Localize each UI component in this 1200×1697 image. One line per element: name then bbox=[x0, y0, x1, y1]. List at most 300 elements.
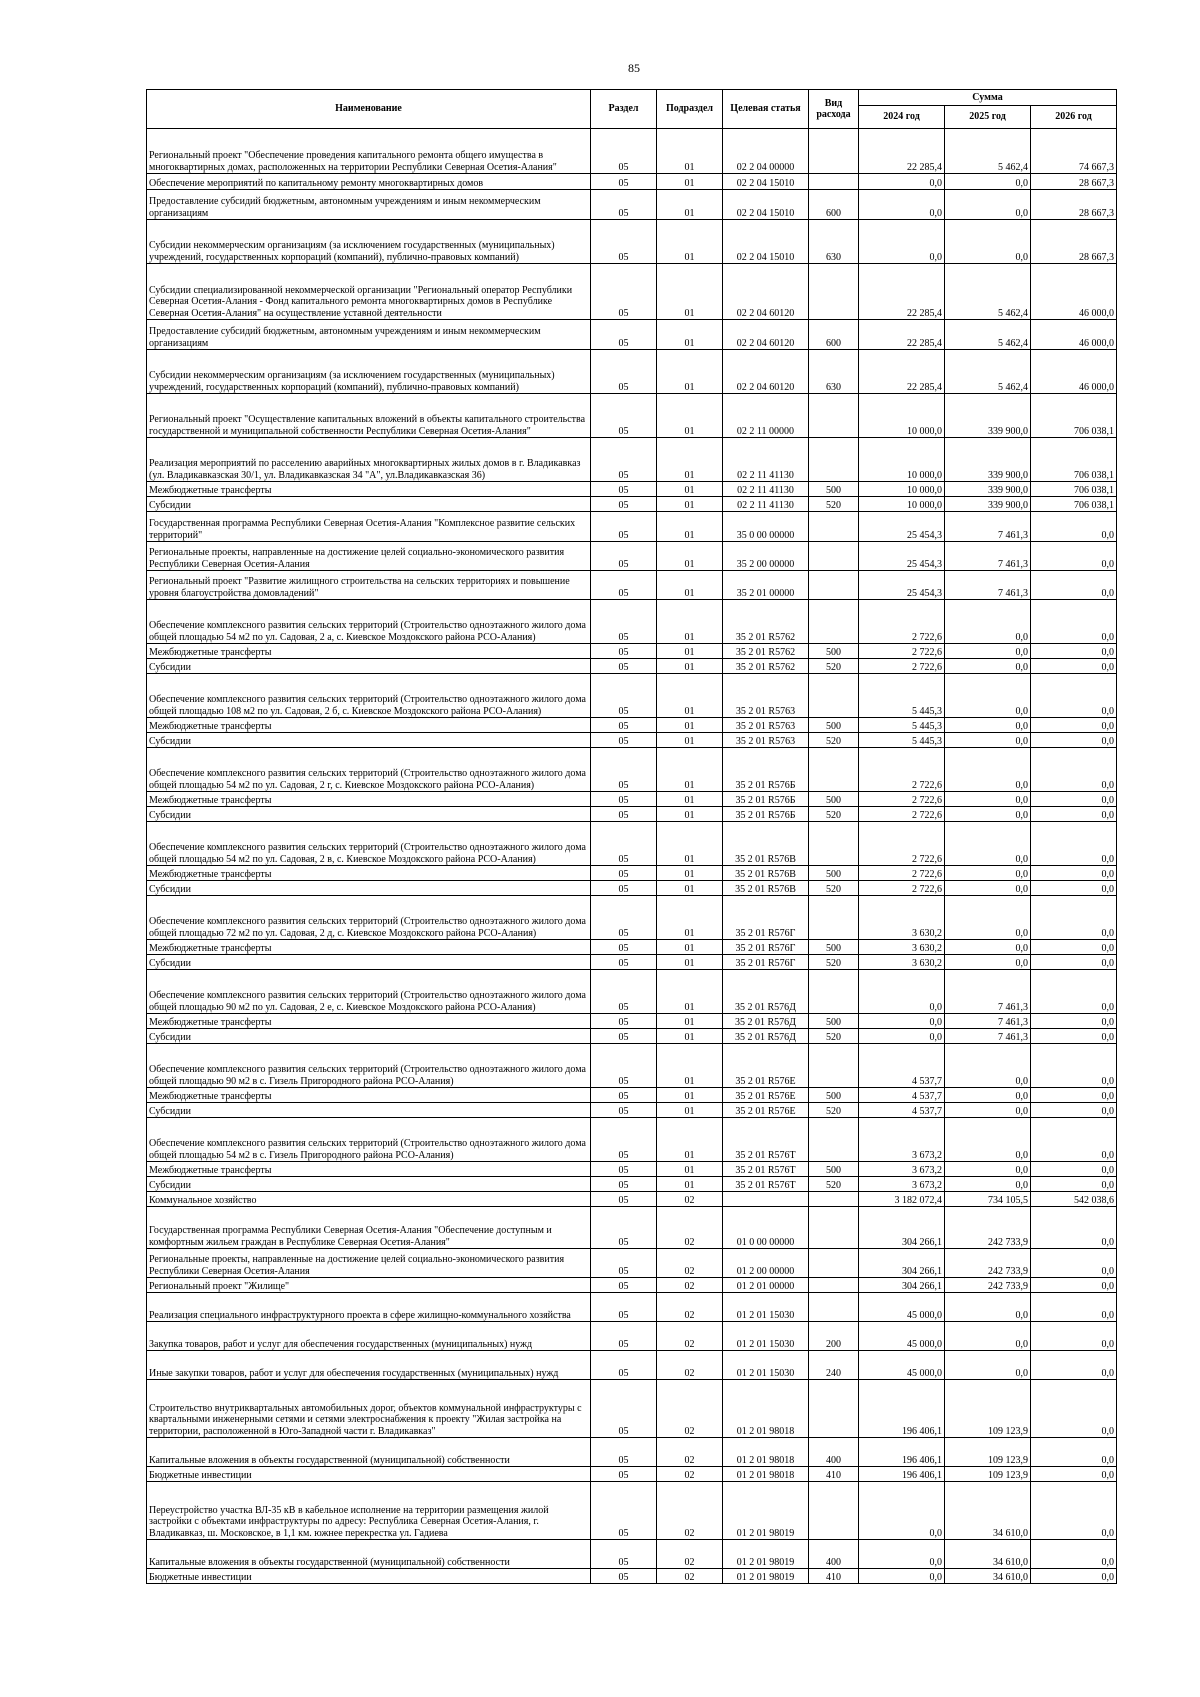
table-row bbox=[147, 264, 1117, 320]
row-name: Обеспечение комплексного развития сельских территорий (Строительство одноэтажного жилого дома общей площадью 54 м2 по ул. Садовая, 2 г, с. Киевское Моздокского района РСО-Алания) bbox=[147, 748, 591, 792]
table-row bbox=[147, 659, 1117, 674]
row-sum-2026: 0,0 bbox=[1031, 1278, 1117, 1293]
row-sum-2026: 0,0 bbox=[1031, 644, 1117, 659]
row-name: Обеспечение комплексного развития сельских территорий (Строительство одноэтажного жилого дома общей площадью 108 м2 по ул. Садовая, 2 б, с. Киевское Моздокского района РСО-Алания) bbox=[147, 674, 591, 718]
row-sum-2026: 0,0 bbox=[1031, 1351, 1117, 1380]
row-sum-2025: 0,0 bbox=[945, 1177, 1031, 1192]
row-sum-2024: 0,0 bbox=[859, 174, 945, 190]
row-expense-type: 500 bbox=[809, 1088, 859, 1103]
row-subsection: 01 bbox=[657, 571, 723, 600]
table-row bbox=[147, 1322, 1117, 1351]
row-sum-2025: 339 900,0 bbox=[945, 497, 1031, 512]
row-section: 05 bbox=[591, 320, 657, 350]
row-sum-2026: 0,0 bbox=[1031, 955, 1117, 970]
row-expense-type: 500 bbox=[809, 482, 859, 497]
row-sum-2025: 734 105,5 bbox=[945, 1192, 1031, 1207]
row-target-article: 35 2 01 R576Т bbox=[723, 1177, 809, 1192]
row-sum-2026: 46 000,0 bbox=[1031, 320, 1117, 350]
table-row bbox=[147, 571, 1117, 600]
row-subsection: 01 bbox=[657, 881, 723, 896]
row-name: Обеспечение мероприятий по капитальному ремонту многоквартирных домов bbox=[147, 174, 591, 190]
row-sum-2025: 0,0 bbox=[945, 174, 1031, 190]
row-subsection: 01 bbox=[657, 807, 723, 822]
row-sum-2025: 0,0 bbox=[945, 896, 1031, 940]
row-expense-type bbox=[809, 1380, 859, 1438]
row-expense-type bbox=[809, 1207, 859, 1249]
row-name: Субсидии bbox=[147, 659, 591, 674]
row-subsection: 01 bbox=[657, 955, 723, 970]
row-section: 05 bbox=[591, 1088, 657, 1103]
row-sum-2024: 10 000,0 bbox=[859, 482, 945, 497]
row-name: Реализация специального инфраструктурного проекта в сфере жилищно-коммунального хозяйства bbox=[147, 1293, 591, 1322]
row-sum-2025: 242 733,9 bbox=[945, 1278, 1031, 1293]
row-target-article: 01 0 00 00000 bbox=[723, 1207, 809, 1249]
row-name: Предоставление субсидий бюджетным, автономным учреждениям и иным некоммерческим организациям bbox=[147, 320, 591, 350]
row-sum-2026: 0,0 bbox=[1031, 1177, 1117, 1192]
row-section: 05 bbox=[591, 1014, 657, 1029]
header-2025: 2025 год bbox=[945, 106, 1031, 129]
table-row bbox=[147, 674, 1117, 718]
row-sum-2026: 0,0 bbox=[1031, 674, 1117, 718]
row-sum-2024: 3 182 072,4 bbox=[859, 1192, 945, 1207]
header-section: Раздел bbox=[591, 90, 657, 129]
table-row bbox=[147, 600, 1117, 644]
row-sum-2025: 5 462,4 bbox=[945, 350, 1031, 394]
table-row bbox=[147, 1088, 1117, 1103]
row-section: 05 bbox=[591, 940, 657, 955]
row-sum-2026: 0,0 bbox=[1031, 512, 1117, 542]
row-expense-type bbox=[809, 970, 859, 1014]
row-section: 05 bbox=[591, 129, 657, 174]
row-section: 05 bbox=[591, 394, 657, 438]
row-name: Строительство внутриквартальных автомобильных дорог, объектов коммунальной инфраструктуры с квартальными инженерными сетями и сетями электроснабжения к проекту "Жилая застройка на территории, расположенной в Юго-Западной части г. Владикавказ" bbox=[147, 1380, 591, 1438]
row-name: Обеспечение комплексного развития сельских территорий (Строительство одноэтажного жилого дома общей площадью 54 м2 по ул. Садовая, 2 а, с. Киевское Моздокского района РСО-Алания) bbox=[147, 600, 591, 644]
row-sum-2025: 0,0 bbox=[945, 881, 1031, 896]
row-expense-type bbox=[809, 1192, 859, 1207]
row-section: 05 bbox=[591, 970, 657, 1014]
row-expense-type: 500 bbox=[809, 1162, 859, 1177]
row-expense-type bbox=[809, 674, 859, 718]
row-section: 05 bbox=[591, 659, 657, 674]
table-row bbox=[147, 1162, 1117, 1177]
row-subsection: 01 bbox=[657, 1177, 723, 1192]
row-section: 05 bbox=[591, 644, 657, 659]
header-2026: 2026 год bbox=[1031, 106, 1117, 129]
row-expense-type: 520 bbox=[809, 807, 859, 822]
row-name: Бюджетные инвестиции bbox=[147, 1467, 591, 1482]
row-name: Межбюджетные трансферты bbox=[147, 1014, 591, 1029]
table-row bbox=[147, 1192, 1117, 1207]
row-sum-2025: 7 461,3 bbox=[945, 571, 1031, 600]
table-row bbox=[147, 512, 1117, 542]
row-target-article: 02 2 04 60120 bbox=[723, 350, 809, 394]
row-subsection: 01 bbox=[657, 1162, 723, 1177]
row-target-article: 35 2 01 R576Г bbox=[723, 955, 809, 970]
row-name: Региональный проект "Жилище" bbox=[147, 1278, 591, 1293]
row-subsection: 01 bbox=[657, 129, 723, 174]
table-row bbox=[147, 394, 1117, 438]
header-2024: 2024 год bbox=[859, 106, 945, 129]
row-sum-2026: 0,0 bbox=[1031, 659, 1117, 674]
row-name: Региональные проекты, направленные на достижение целей социально-экономического развития Республики Северная Осетия-Алания bbox=[147, 1249, 591, 1278]
row-sum-2025: 109 123,9 bbox=[945, 1438, 1031, 1467]
row-sum-2024: 0,0 bbox=[859, 190, 945, 220]
row-sum-2026: 0,0 bbox=[1031, 807, 1117, 822]
row-target-article: 35 2 01 R5762 bbox=[723, 600, 809, 644]
row-section: 05 bbox=[591, 822, 657, 866]
row-expense-type: 500 bbox=[809, 940, 859, 955]
row-sum-2024: 22 285,4 bbox=[859, 129, 945, 174]
table-row bbox=[147, 1118, 1117, 1162]
row-target-article: 35 2 01 R576Е bbox=[723, 1044, 809, 1088]
row-target-article: 01 2 01 98018 bbox=[723, 1467, 809, 1482]
row-sum-2024: 22 285,4 bbox=[859, 264, 945, 320]
row-expense-type: 600 bbox=[809, 190, 859, 220]
table-row bbox=[147, 940, 1117, 955]
row-sum-2026: 0,0 bbox=[1031, 1014, 1117, 1029]
row-section: 05 bbox=[591, 1177, 657, 1192]
row-target-article: 02 2 04 60120 bbox=[723, 320, 809, 350]
row-sum-2026: 0,0 bbox=[1031, 733, 1117, 748]
row-sum-2025: 34 610,0 bbox=[945, 1482, 1031, 1540]
table-row bbox=[147, 896, 1117, 940]
row-sum-2025: 0,0 bbox=[945, 1293, 1031, 1322]
row-name: Государственная программа Республики Северная Осетия-Алания "Обеспечение доступным и комфортным жильем граждан в Республике Северная Осетия-Алания" bbox=[147, 1207, 591, 1249]
row-target-article: 35 2 01 R5762 bbox=[723, 644, 809, 659]
row-sum-2024: 196 406,1 bbox=[859, 1438, 945, 1467]
row-subsection: 01 bbox=[657, 600, 723, 644]
row-sum-2026: 0,0 bbox=[1031, 1380, 1117, 1438]
row-expense-type: 410 bbox=[809, 1569, 859, 1584]
row-subsection: 01 bbox=[657, 320, 723, 350]
table-row bbox=[147, 1029, 1117, 1044]
row-subsection: 01 bbox=[657, 718, 723, 733]
row-name: Региональный проект "Обеспечение проведения капитального ремонта общего имущества в многоквартирных домах, расположенных на территории Республики Северная Осетия-Алания" bbox=[147, 129, 591, 174]
row-target-article: 35 2 01 R576В bbox=[723, 822, 809, 866]
row-sum-2025: 0,0 bbox=[945, 807, 1031, 822]
row-expense-type bbox=[809, 542, 859, 571]
row-subsection: 01 bbox=[657, 394, 723, 438]
row-expense-type: 500 bbox=[809, 1014, 859, 1029]
row-target-article: 02 2 11 41130 bbox=[723, 482, 809, 497]
row-expense-type: 410 bbox=[809, 1467, 859, 1482]
row-sum-2024: 0,0 bbox=[859, 1569, 945, 1584]
row-expense-type: 200 bbox=[809, 1322, 859, 1351]
row-expense-type: 500 bbox=[809, 644, 859, 659]
row-sum-2026: 0,0 bbox=[1031, 896, 1117, 940]
row-target-article: 01 2 01 98019 bbox=[723, 1540, 809, 1569]
row-expense-type bbox=[809, 1482, 859, 1540]
header-expense-type: Вид расхода bbox=[809, 90, 859, 129]
row-sum-2024: 2 722,6 bbox=[859, 822, 945, 866]
row-subsection: 01 bbox=[657, 822, 723, 866]
row-section: 05 bbox=[591, 1569, 657, 1584]
row-sum-2024: 2 722,6 bbox=[859, 792, 945, 807]
row-section: 05 bbox=[591, 512, 657, 542]
row-name: Переустройство участка ВЛ-35 кВ в кабельное исполнение на территории размещения жилой застройки с объектами инфраструктуры по адресу: Республика Северная Осетия-Алания, г. Владикавказ, ш. Московское, в 1,1 км. южнее перекрестка ул. Гадиева bbox=[147, 1482, 591, 1540]
row-sum-2025: 5 462,4 bbox=[945, 129, 1031, 174]
row-target-article: 02 2 11 41130 bbox=[723, 497, 809, 512]
row-section: 05 bbox=[591, 264, 657, 320]
row-subsection: 01 bbox=[657, 1088, 723, 1103]
row-section: 05 bbox=[591, 674, 657, 718]
table-row bbox=[147, 644, 1117, 659]
row-section: 05 bbox=[591, 1044, 657, 1088]
row-sum-2025: 0,0 bbox=[945, 644, 1031, 659]
row-sum-2026: 74 667,3 bbox=[1031, 129, 1117, 174]
row-subsection: 01 bbox=[657, 482, 723, 497]
row-sum-2026: 0,0 bbox=[1031, 1207, 1117, 1249]
table-row bbox=[147, 955, 1117, 970]
row-section: 05 bbox=[591, 866, 657, 881]
table-row bbox=[147, 807, 1117, 822]
table-row bbox=[147, 438, 1117, 482]
row-subsection: 01 bbox=[657, 1118, 723, 1162]
row-sum-2024: 2 722,6 bbox=[859, 644, 945, 659]
row-section: 05 bbox=[591, 482, 657, 497]
row-expense-type: 400 bbox=[809, 1540, 859, 1569]
row-section: 05 bbox=[591, 1029, 657, 1044]
row-subsection: 01 bbox=[657, 866, 723, 881]
header-target-article: Целевая статья bbox=[723, 90, 809, 129]
table-row bbox=[147, 792, 1117, 807]
row-target-article: 35 2 01 R5762 bbox=[723, 659, 809, 674]
row-section: 05 bbox=[591, 1482, 657, 1540]
row-sum-2024: 2 722,6 bbox=[859, 659, 945, 674]
row-sum-2024: 2 722,6 bbox=[859, 881, 945, 896]
row-sum-2026: 0,0 bbox=[1031, 940, 1117, 955]
row-sum-2024: 22 285,4 bbox=[859, 320, 945, 350]
row-sum-2026: 0,0 bbox=[1031, 1088, 1117, 1103]
row-expense-type: 500 bbox=[809, 792, 859, 807]
row-sum-2025: 0,0 bbox=[945, 674, 1031, 718]
row-subsection: 02 bbox=[657, 1207, 723, 1249]
row-sum-2024: 3 630,2 bbox=[859, 940, 945, 955]
row-sum-2025: 0,0 bbox=[945, 866, 1031, 881]
row-sum-2026: 0,0 bbox=[1031, 718, 1117, 733]
row-name: Межбюджетные трансферты bbox=[147, 1088, 591, 1103]
table-row bbox=[147, 1569, 1117, 1584]
row-sum-2025: 242 733,9 bbox=[945, 1207, 1031, 1249]
row-subsection: 01 bbox=[657, 264, 723, 320]
row-sum-2026: 28 667,3 bbox=[1031, 174, 1117, 190]
table-row bbox=[147, 1482, 1117, 1540]
row-expense-type: 520 bbox=[809, 955, 859, 970]
row-name: Бюджетные инвестиции bbox=[147, 1569, 591, 1584]
row-sum-2024: 0,0 bbox=[859, 1014, 945, 1029]
table-row bbox=[147, 1351, 1117, 1380]
row-sum-2026: 0,0 bbox=[1031, 970, 1117, 1014]
row-expense-type bbox=[809, 174, 859, 190]
row-target-article: 01 2 01 15030 bbox=[723, 1322, 809, 1351]
row-section: 05 bbox=[591, 600, 657, 644]
row-subsection: 01 bbox=[657, 896, 723, 940]
row-sum-2024: 22 285,4 bbox=[859, 350, 945, 394]
row-target-article: 02 2 04 15010 bbox=[723, 174, 809, 190]
row-target-article: 02 2 04 15010 bbox=[723, 190, 809, 220]
row-section: 05 bbox=[591, 1249, 657, 1278]
row-subsection: 01 bbox=[657, 940, 723, 955]
row-section: 05 bbox=[591, 1162, 657, 1177]
row-sum-2026: 28 667,3 bbox=[1031, 220, 1117, 264]
row-target-article: 35 2 01 R576Е bbox=[723, 1103, 809, 1118]
row-subsection: 02 bbox=[657, 1192, 723, 1207]
table-row bbox=[147, 733, 1117, 748]
row-section: 05 bbox=[591, 1118, 657, 1162]
row-name: Субсидии bbox=[147, 1029, 591, 1044]
row-section: 05 bbox=[591, 1278, 657, 1293]
row-sum-2024: 3 673,2 bbox=[859, 1177, 945, 1192]
row-subsection: 01 bbox=[657, 220, 723, 264]
row-sum-2026: 0,0 bbox=[1031, 1322, 1117, 1351]
table-row bbox=[147, 190, 1117, 220]
table-row bbox=[147, 1103, 1117, 1118]
row-expense-type: 630 bbox=[809, 350, 859, 394]
row-section: 05 bbox=[591, 1192, 657, 1207]
row-section: 05 bbox=[591, 174, 657, 190]
row-subsection: 02 bbox=[657, 1322, 723, 1351]
row-subsection: 01 bbox=[657, 1103, 723, 1118]
row-sum-2024: 3 673,2 bbox=[859, 1118, 945, 1162]
table-row bbox=[147, 881, 1117, 896]
header-sum: Сумма bbox=[859, 90, 1117, 106]
row-sum-2024: 25 454,3 bbox=[859, 571, 945, 600]
row-sum-2025: 339 900,0 bbox=[945, 394, 1031, 438]
row-target-article: 35 2 00 00000 bbox=[723, 542, 809, 571]
row-sum-2026: 46 000,0 bbox=[1031, 350, 1117, 394]
row-sum-2026: 706 038,1 bbox=[1031, 438, 1117, 482]
row-sum-2025: 34 610,0 bbox=[945, 1569, 1031, 1584]
row-name: Межбюджетные трансферты bbox=[147, 792, 591, 807]
row-expense-type bbox=[809, 748, 859, 792]
row-name: Субсидии специализированной некоммерческой организации "Региональный оператор Республики Северная Осетия-Алания - Фонд капитального ремонта многоквартирных домов в Республике Северная Осетия-Алания" на осуществление уставной деятельности bbox=[147, 264, 591, 320]
row-expense-type bbox=[809, 129, 859, 174]
row-section: 05 bbox=[591, 190, 657, 220]
row-sum-2024: 0,0 bbox=[859, 1029, 945, 1044]
row-section: 05 bbox=[591, 792, 657, 807]
table-row bbox=[147, 1293, 1117, 1322]
table-row bbox=[147, 1044, 1117, 1088]
row-sum-2026: 542 038,6 bbox=[1031, 1192, 1117, 1207]
row-name: Обеспечение комплексного развития сельских территорий (Строительство одноэтажного жилого дома общей площадью 90 м2 в с. Гизель Пригородного района РСО-Алания) bbox=[147, 1044, 591, 1088]
row-sum-2026: 0,0 bbox=[1031, 822, 1117, 866]
row-sum-2025: 0,0 bbox=[945, 1088, 1031, 1103]
row-section: 05 bbox=[591, 571, 657, 600]
table-row bbox=[147, 542, 1117, 571]
table-row bbox=[147, 1207, 1117, 1249]
row-section: 05 bbox=[591, 1322, 657, 1351]
row-sum-2024: 3 630,2 bbox=[859, 955, 945, 970]
table-row bbox=[147, 220, 1117, 264]
row-target-article: 35 2 01 R576Д bbox=[723, 1014, 809, 1029]
row-expense-type: 520 bbox=[809, 497, 859, 512]
row-sum-2026: 46 000,0 bbox=[1031, 264, 1117, 320]
row-target-article: 35 2 01 R576В bbox=[723, 866, 809, 881]
row-subsection: 01 bbox=[657, 350, 723, 394]
row-subsection: 02 bbox=[657, 1380, 723, 1438]
row-sum-2026: 0,0 bbox=[1031, 1569, 1117, 1584]
row-sum-2024: 0,0 bbox=[859, 1540, 945, 1569]
row-sum-2025: 0,0 bbox=[945, 1103, 1031, 1118]
row-name: Субсидии bbox=[147, 497, 591, 512]
row-sum-2026: 706 038,1 bbox=[1031, 497, 1117, 512]
row-sum-2024: 304 266,1 bbox=[859, 1249, 945, 1278]
row-target-article: 35 2 01 R576Б bbox=[723, 792, 809, 807]
row-subsection: 01 bbox=[657, 970, 723, 1014]
row-sum-2025: 109 123,9 bbox=[945, 1467, 1031, 1482]
row-subsection: 01 bbox=[657, 644, 723, 659]
row-sum-2025: 0,0 bbox=[945, 792, 1031, 807]
row-sum-2025: 7 461,3 bbox=[945, 542, 1031, 571]
row-sum-2025: 0,0 bbox=[945, 940, 1031, 955]
row-sum-2025: 242 733,9 bbox=[945, 1249, 1031, 1278]
row-section: 05 bbox=[591, 1467, 657, 1482]
row-sum-2025: 0,0 bbox=[945, 600, 1031, 644]
row-name: Субсидии bbox=[147, 807, 591, 822]
row-sum-2026: 0,0 bbox=[1031, 748, 1117, 792]
row-name: Субсидии bbox=[147, 881, 591, 896]
row-sum-2024: 196 406,1 bbox=[859, 1380, 945, 1438]
row-name: Обеспечение комплексного развития сельских территорий (Строительство одноэтажного жилого дома общей площадью 90 м2 по ул. Садовая, 2 е, с. Киевское Моздокского района РСО-Алания) bbox=[147, 970, 591, 1014]
row-section: 05 bbox=[591, 748, 657, 792]
row-expense-type bbox=[809, 394, 859, 438]
row-expense-type: 520 bbox=[809, 881, 859, 896]
row-target-article: 02 2 11 41130 bbox=[723, 438, 809, 482]
row-sum-2026: 0,0 bbox=[1031, 792, 1117, 807]
row-subsection: 02 bbox=[657, 1569, 723, 1584]
row-subsection: 01 bbox=[657, 497, 723, 512]
row-target-article: 01 2 01 15030 bbox=[723, 1293, 809, 1322]
row-sum-2026: 0,0 bbox=[1031, 571, 1117, 600]
row-subsection: 01 bbox=[657, 542, 723, 571]
row-target-article: 01 2 01 00000 bbox=[723, 1278, 809, 1293]
table-row bbox=[147, 1380, 1117, 1438]
row-expense-type: 600 bbox=[809, 320, 859, 350]
row-expense-type bbox=[809, 1044, 859, 1088]
row-sum-2025: 7 461,3 bbox=[945, 512, 1031, 542]
row-sum-2025: 0,0 bbox=[945, 1322, 1031, 1351]
row-expense-type bbox=[809, 1118, 859, 1162]
row-section: 05 bbox=[591, 1351, 657, 1380]
row-subsection: 01 bbox=[657, 748, 723, 792]
row-subsection: 01 bbox=[657, 1044, 723, 1088]
row-target-article: 35 2 01 R576Д bbox=[723, 970, 809, 1014]
row-target-article: 01 2 00 00000 bbox=[723, 1249, 809, 1278]
row-name: Субсидии некоммерческим организациям (за исключением государственных (муниципальных) учреждений, государственных корпораций (компаний), публично-правовых компаний) bbox=[147, 350, 591, 394]
row-name: Межбюджетные трансферты bbox=[147, 940, 591, 955]
row-target-article: 02 2 04 60120 bbox=[723, 264, 809, 320]
row-sum-2026: 0,0 bbox=[1031, 1118, 1117, 1162]
row-section: 05 bbox=[591, 497, 657, 512]
row-target-article: 35 2 01 R5763 bbox=[723, 674, 809, 718]
row-section: 05 bbox=[591, 542, 657, 571]
row-expense-type: 520 bbox=[809, 659, 859, 674]
row-subsection: 02 bbox=[657, 1278, 723, 1293]
row-target-article: 01 2 01 98018 bbox=[723, 1380, 809, 1438]
table-row bbox=[147, 1438, 1117, 1467]
row-sum-2026: 706 038,1 bbox=[1031, 482, 1117, 497]
row-sum-2026: 706 038,1 bbox=[1031, 394, 1117, 438]
row-expense-type bbox=[809, 822, 859, 866]
row-name: Межбюджетные трансферты bbox=[147, 482, 591, 497]
row-sum-2024: 5 445,3 bbox=[859, 718, 945, 733]
row-expense-type: 630 bbox=[809, 220, 859, 264]
row-expense-type bbox=[809, 1278, 859, 1293]
row-sum-2026: 0,0 bbox=[1031, 1103, 1117, 1118]
row-sum-2024: 10 000,0 bbox=[859, 497, 945, 512]
row-sum-2025: 0,0 bbox=[945, 748, 1031, 792]
row-expense-type: 520 bbox=[809, 1177, 859, 1192]
